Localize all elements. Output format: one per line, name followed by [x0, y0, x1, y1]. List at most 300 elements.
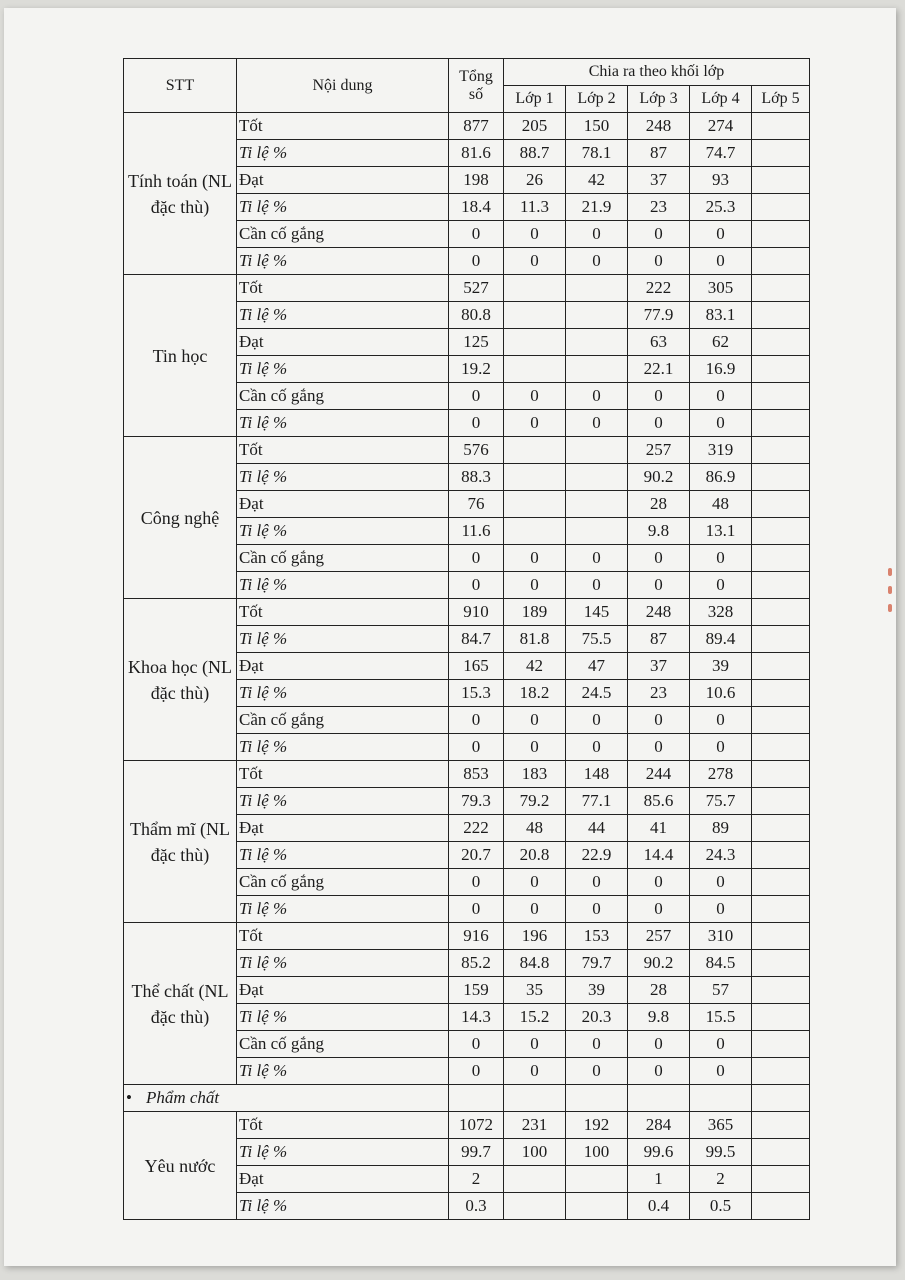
grade-cell: 75.7 [690, 788, 752, 815]
grade-cell [504, 329, 566, 356]
grade-cell: 0 [504, 734, 566, 761]
total-cell: 19.2 [449, 356, 504, 383]
total-cell: 85.2 [449, 950, 504, 977]
grade-cell: 62 [690, 329, 752, 356]
grade-cell: 9.8 [628, 1004, 690, 1031]
row-label: Tốt [237, 1112, 449, 1139]
grade-cell: 90.2 [628, 464, 690, 491]
header-grade-3: Lớp 3 [628, 86, 690, 113]
grade-cell [752, 923, 810, 950]
grade-cell: 9.8 [628, 518, 690, 545]
grade-cell: 0 [504, 248, 566, 275]
grade-cell: 84.8 [504, 950, 566, 977]
header-chia-ra: Chia ra theo khối lớp [504, 59, 810, 86]
grade-cell: 0 [690, 410, 752, 437]
grade-cell: 0 [504, 545, 566, 572]
grade-cell [752, 1193, 810, 1220]
grade-cell [752, 977, 810, 1004]
grade-cell: 0 [504, 707, 566, 734]
grade-cell: 18.2 [504, 680, 566, 707]
grade-cell: 305 [690, 275, 752, 302]
section-title: Phẩm chất [145, 1088, 220, 1107]
grade-cell: 63 [628, 329, 690, 356]
grade-cell [752, 815, 810, 842]
grade-cell: 0 [566, 383, 628, 410]
grade-cell [752, 194, 810, 221]
table-row [124, 113, 810, 140]
grade-cell: 25.3 [690, 194, 752, 221]
grade-cell: 196 [504, 923, 566, 950]
grade-cell: 148 [566, 761, 628, 788]
grade-cell: 35 [504, 977, 566, 1004]
grade-cell [752, 599, 810, 626]
grade-cell: 44 [566, 815, 628, 842]
grade-cell: 365 [690, 1112, 752, 1139]
grade-cell: 20.8 [504, 842, 566, 869]
grade-cell: 42 [566, 167, 628, 194]
red-edge-marks [888, 568, 894, 648]
grade-cell: 0 [504, 572, 566, 599]
total-cell: 0 [449, 896, 504, 923]
header-tong-so: Tổng số [449, 59, 504, 113]
grade-cell [504, 302, 566, 329]
total-cell: 0 [449, 572, 504, 599]
grade-cell [752, 734, 810, 761]
total-cell: 125 [449, 329, 504, 356]
row-label: Ti lệ % [237, 1139, 449, 1166]
table-row [124, 761, 810, 788]
grade-cell: 37 [628, 653, 690, 680]
grade-cell [752, 518, 810, 545]
header-noi-dung: Nội dung [237, 59, 449, 113]
total-cell: 0.3 [449, 1193, 504, 1220]
grade-cell: 100 [504, 1139, 566, 1166]
grade-cell: 248 [628, 599, 690, 626]
grade-cell [566, 491, 628, 518]
row-label: Ti lệ % [237, 626, 449, 653]
grade-cell [752, 1112, 810, 1139]
row-label: Ti lệ % [237, 518, 449, 545]
total-cell: 910 [449, 599, 504, 626]
total-cell: 853 [449, 761, 504, 788]
grade-cell: 81.8 [504, 626, 566, 653]
grade-cell: 0 [566, 707, 628, 734]
total-cell: 0 [449, 545, 504, 572]
grade-cell [566, 356, 628, 383]
row-label: Ti lệ % [237, 1193, 449, 1220]
grade-cell: 0 [628, 869, 690, 896]
grade-cell: 93 [690, 167, 752, 194]
grade-cell: 0 [566, 572, 628, 599]
grade-cell [752, 842, 810, 869]
grade-cell: 0 [690, 572, 752, 599]
grade-cell: 0 [504, 410, 566, 437]
grade-cell: 79.2 [504, 788, 566, 815]
grade-cell: 189 [504, 599, 566, 626]
grade-cell [752, 896, 810, 923]
grade-cell: 87 [628, 140, 690, 167]
grade-cell: 21.9 [566, 194, 628, 221]
grade-cell: 99.5 [690, 1139, 752, 1166]
grade-cell: 87 [628, 626, 690, 653]
row-label: Cần cố gắng [237, 1031, 449, 1058]
grade-cell: 0 [628, 545, 690, 572]
total-cell: 99.7 [449, 1139, 504, 1166]
grade-cell: 248 [628, 113, 690, 140]
grade-cell: 28 [628, 977, 690, 1004]
row-label: Tốt [237, 761, 449, 788]
grade-cell: 83.1 [690, 302, 752, 329]
grade-cell [504, 518, 566, 545]
row-label: Ti lệ % [237, 140, 449, 167]
table-row [124, 1112, 810, 1139]
results-table [123, 58, 810, 1220]
total-cell: 88.3 [449, 464, 504, 491]
grade-cell: 0 [690, 896, 752, 923]
total-cell: 0 [449, 383, 504, 410]
row-label: Ti lệ % [237, 896, 449, 923]
row-label: Cần cố gắng [237, 545, 449, 572]
grade-cell: 48 [504, 815, 566, 842]
total-cell: 198 [449, 167, 504, 194]
grade-cell [752, 1166, 810, 1193]
group-name-cell: Yêu nước [124, 1112, 237, 1220]
grade-cell: 26 [504, 167, 566, 194]
grade-cell [752, 302, 810, 329]
grade-cell: 0 [566, 869, 628, 896]
grade-cell [752, 1004, 810, 1031]
header-grade-5: Lớp 5 [752, 86, 810, 113]
row-label: Đạt [237, 815, 449, 842]
grade-cell: 100 [566, 1139, 628, 1166]
row-label: Tốt [237, 599, 449, 626]
table-row [124, 923, 810, 950]
grade-cell [752, 869, 810, 896]
grade-cell: 0 [504, 1031, 566, 1058]
grade-cell: 48 [690, 491, 752, 518]
total-cell: 11.6 [449, 518, 504, 545]
row-label: Cần cố gắng [237, 383, 449, 410]
row-label: Cần cố gắng [237, 221, 449, 248]
grade-cell: 244 [628, 761, 690, 788]
grade-cell: 0 [628, 221, 690, 248]
total-cell: 0 [449, 869, 504, 896]
total-cell: 1072 [449, 1112, 504, 1139]
grade-cell: 79.7 [566, 950, 628, 977]
total-cell: 20.7 [449, 842, 504, 869]
grade-cell [752, 1058, 810, 1085]
grade-cell [752, 356, 810, 383]
grade-cell: 39 [690, 653, 752, 680]
grade-cell: 328 [690, 599, 752, 626]
row-label: Tốt [237, 275, 449, 302]
group-name-cell: Thẩm mĩ (NL đặc thù) [124, 761, 237, 923]
grade-cell: 14.4 [628, 842, 690, 869]
grade-cell [752, 221, 810, 248]
empty-cell [752, 1085, 810, 1112]
grade-cell [752, 248, 810, 275]
grade-cell [504, 1166, 566, 1193]
grade-cell: 0 [690, 734, 752, 761]
grade-cell: 257 [628, 437, 690, 464]
grade-cell: 10.6 [690, 680, 752, 707]
group-name-cell: Khoa học (NL đặc thù) [124, 599, 237, 761]
grade-cell: 284 [628, 1112, 690, 1139]
total-cell: 84.7 [449, 626, 504, 653]
grade-cell [566, 302, 628, 329]
grade-cell: 0 [690, 869, 752, 896]
grade-cell [566, 329, 628, 356]
grade-cell: 0 [566, 734, 628, 761]
grade-cell: 0 [566, 896, 628, 923]
table-body [124, 113, 810, 1220]
grade-cell: 0 [566, 545, 628, 572]
grade-cell: 0 [690, 545, 752, 572]
row-label: Ti lệ % [237, 572, 449, 599]
row-label: Ti lệ % [237, 950, 449, 977]
empty-cell [628, 1085, 690, 1112]
grade-cell: 15.5 [690, 1004, 752, 1031]
grade-cell: 0 [566, 410, 628, 437]
grade-cell: 278 [690, 761, 752, 788]
grade-cell: 0 [566, 1031, 628, 1058]
grade-cell: 28 [628, 491, 690, 518]
grade-cell: 77.9 [628, 302, 690, 329]
grade-cell: 0 [628, 896, 690, 923]
total-cell: 14.3 [449, 1004, 504, 1031]
group-name-cell: Thể chất (NL đặc thù) [124, 923, 237, 1085]
grade-cell: 24.3 [690, 842, 752, 869]
total-cell: 916 [449, 923, 504, 950]
total-cell: 222 [449, 815, 504, 842]
grade-cell [752, 275, 810, 302]
total-cell: 0 [449, 248, 504, 275]
grade-cell: 22.1 [628, 356, 690, 383]
grade-cell: 145 [566, 599, 628, 626]
row-label: Ti lệ % [237, 734, 449, 761]
empty-cell [690, 1085, 752, 1112]
grade-cell [752, 1139, 810, 1166]
row-label: Ti lệ % [237, 356, 449, 383]
grade-cell: 2 [690, 1166, 752, 1193]
section-title-cell [124, 1085, 449, 1112]
empty-cell [504, 1085, 566, 1112]
grade-cell: 0 [628, 572, 690, 599]
row-label: Ti lệ % [237, 1004, 449, 1031]
total-cell: 0 [449, 1058, 504, 1085]
grade-cell: 99.6 [628, 1139, 690, 1166]
grade-cell: 150 [566, 113, 628, 140]
total-cell: 0 [449, 410, 504, 437]
row-label: Ti lệ % [237, 194, 449, 221]
grade-cell: 0 [690, 221, 752, 248]
grade-cell: 74.7 [690, 140, 752, 167]
empty-cell [449, 1085, 504, 1112]
grade-cell: 41 [628, 815, 690, 842]
grade-cell [752, 1031, 810, 1058]
row-label: Ti lệ % [237, 842, 449, 869]
grade-cell [752, 113, 810, 140]
row-label: Ti lệ % [237, 680, 449, 707]
row-label: Đạt [237, 491, 449, 518]
grade-cell: 0 [690, 1058, 752, 1085]
grade-cell: 257 [628, 923, 690, 950]
grade-cell: 205 [504, 113, 566, 140]
grade-cell: 319 [690, 437, 752, 464]
row-label: Cần cố gắng [237, 869, 449, 896]
total-cell: 0 [449, 1031, 504, 1058]
grade-cell: 0.5 [690, 1193, 752, 1220]
total-cell: 527 [449, 275, 504, 302]
total-cell: 0 [449, 734, 504, 761]
grade-cell: 88.7 [504, 140, 566, 167]
grade-cell: 0 [690, 1031, 752, 1058]
grade-cell: 0 [628, 707, 690, 734]
grade-cell: 0 [628, 410, 690, 437]
grade-cell: 0 [504, 383, 566, 410]
grade-cell: 0 [504, 896, 566, 923]
grade-cell: 0 [628, 1058, 690, 1085]
grade-cell [752, 761, 810, 788]
grade-cell: 0 [628, 248, 690, 275]
grade-cell: 78.1 [566, 140, 628, 167]
grade-cell: 0 [566, 1058, 628, 1085]
grade-cell [752, 680, 810, 707]
grade-cell [752, 167, 810, 194]
grade-cell [566, 1193, 628, 1220]
grade-cell: 89.4 [690, 626, 752, 653]
total-cell: 0 [449, 707, 504, 734]
grade-cell [752, 950, 810, 977]
grade-cell: 0 [628, 383, 690, 410]
grade-cell: 192 [566, 1112, 628, 1139]
grade-cell [504, 437, 566, 464]
grade-cell: 85.6 [628, 788, 690, 815]
total-cell: 80.8 [449, 302, 504, 329]
table-row [124, 275, 810, 302]
grade-cell: 23 [628, 194, 690, 221]
header-stt: STT [124, 59, 237, 113]
grade-cell: 0 [628, 1031, 690, 1058]
empty-cell [566, 1085, 628, 1112]
grade-cell: 0 [690, 248, 752, 275]
total-cell: 79.3 [449, 788, 504, 815]
row-label: Đạt [237, 977, 449, 1004]
total-cell: 165 [449, 653, 504, 680]
row-label: Đạt [237, 653, 449, 680]
row-label: Đạt [237, 167, 449, 194]
grade-cell: 75.5 [566, 626, 628, 653]
row-label: Ti lệ % [237, 788, 449, 815]
grade-cell: 86.9 [690, 464, 752, 491]
grade-cell: 20.3 [566, 1004, 628, 1031]
total-cell: 576 [449, 437, 504, 464]
grade-cell: 39 [566, 977, 628, 1004]
row-label: Tốt [237, 923, 449, 950]
grade-cell: 1 [628, 1166, 690, 1193]
grade-cell [566, 518, 628, 545]
row-label: Đạt [237, 1166, 449, 1193]
grade-cell: 310 [690, 923, 752, 950]
grade-cell [752, 491, 810, 518]
grade-cell: 0 [566, 248, 628, 275]
grade-cell [752, 410, 810, 437]
grade-cell [752, 329, 810, 356]
grade-cell [504, 275, 566, 302]
grade-cell [566, 437, 628, 464]
grade-cell [752, 383, 810, 410]
grade-cell [566, 275, 628, 302]
grade-cell: 231 [504, 1112, 566, 1139]
paper-sheet [4, 8, 896, 1266]
table-header [124, 59, 810, 113]
section-row [124, 1085, 810, 1112]
grade-cell: 90.2 [628, 950, 690, 977]
grade-cell [504, 356, 566, 383]
grade-cell [752, 437, 810, 464]
grade-cell: 22.9 [566, 842, 628, 869]
group-name-cell: Công nghệ [124, 437, 237, 599]
grade-cell: 11.3 [504, 194, 566, 221]
grade-cell: 0 [628, 734, 690, 761]
grade-cell: 42 [504, 653, 566, 680]
grade-cell [752, 626, 810, 653]
grade-cell: 0 [504, 1058, 566, 1085]
row-label: Ti lệ % [237, 464, 449, 491]
group-name-cell: Tính toán (NL đặc thù) [124, 113, 237, 275]
total-cell: 159 [449, 977, 504, 1004]
grade-cell: 23 [628, 680, 690, 707]
grade-cell [752, 788, 810, 815]
total-cell: 877 [449, 113, 504, 140]
grade-cell: 0 [504, 869, 566, 896]
grade-cell: 47 [566, 653, 628, 680]
grade-cell: 183 [504, 761, 566, 788]
row-label: Ti lệ % [237, 248, 449, 275]
grade-cell [752, 464, 810, 491]
total-cell: 15.3 [449, 680, 504, 707]
header-grade-4: Lớp 4 [690, 86, 752, 113]
grade-cell: 222 [628, 275, 690, 302]
grade-cell [504, 491, 566, 518]
row-label: Ti lệ % [237, 410, 449, 437]
grade-cell: 57 [690, 977, 752, 1004]
grade-cell [752, 140, 810, 167]
total-cell: 76 [449, 491, 504, 518]
grade-cell: 0 [566, 221, 628, 248]
grade-cell [752, 653, 810, 680]
row-label: Tốt [237, 113, 449, 140]
grade-cell: 153 [566, 923, 628, 950]
grade-cell [504, 464, 566, 491]
row-label: Cần cố gắng [237, 707, 449, 734]
table-row [124, 437, 810, 464]
grade-cell: 0 [690, 707, 752, 734]
grade-cell: 15.2 [504, 1004, 566, 1031]
header-grade-2: Lớp 2 [566, 86, 628, 113]
grade-cell [752, 545, 810, 572]
grade-cell: 0 [690, 383, 752, 410]
bullet-icon: • [126, 1088, 132, 1107]
grade-cell [504, 1193, 566, 1220]
row-label: Đạt [237, 329, 449, 356]
grade-cell: 24.5 [566, 680, 628, 707]
grade-cell: 89 [690, 815, 752, 842]
grade-cell [566, 1166, 628, 1193]
grade-cell: 0.4 [628, 1193, 690, 1220]
grade-cell [752, 707, 810, 734]
grade-cell [566, 464, 628, 491]
